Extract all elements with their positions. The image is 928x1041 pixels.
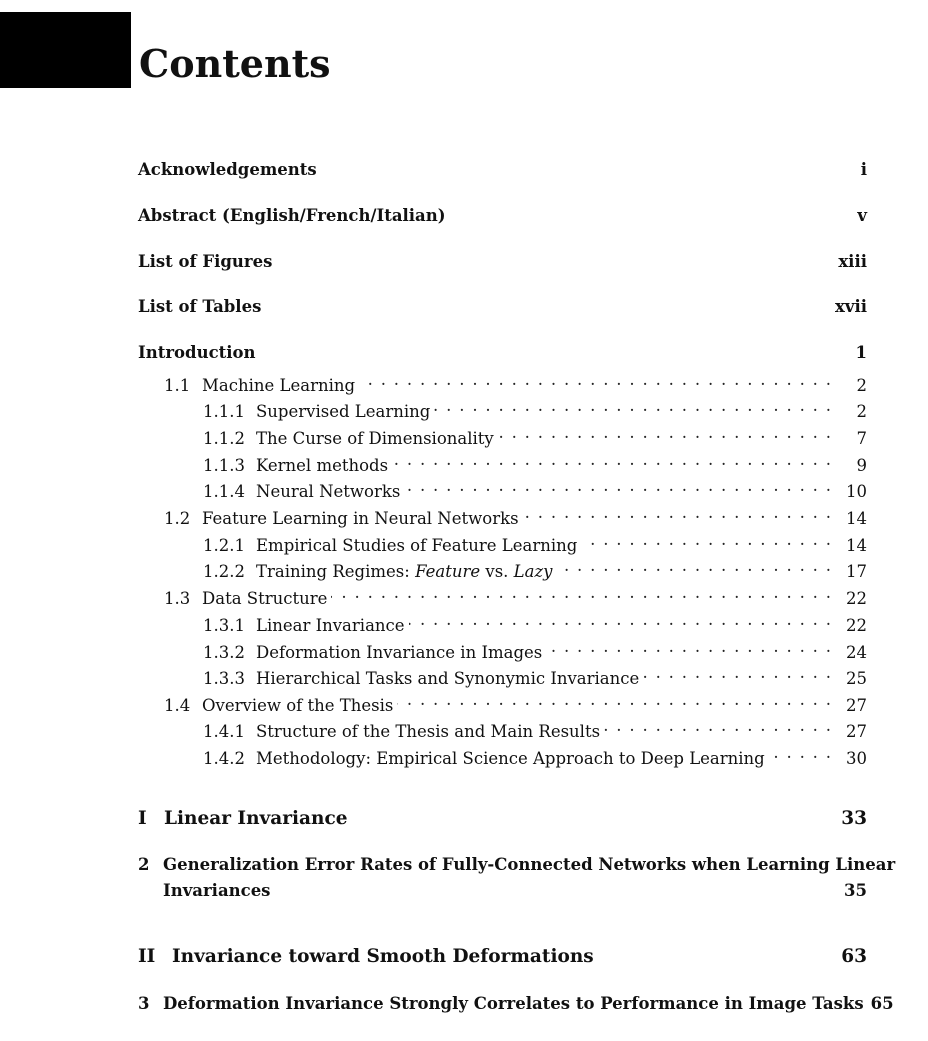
toc-section-title: Structure of the Thesis and Main Results	[256, 722, 601, 741]
toc-section-title: Neural Networks	[256, 482, 401, 501]
toc-section-title: Data Structure	[202, 589, 328, 608]
toc-entry-page: xvii	[835, 297, 867, 316]
toc-section-title: The Curse of Dimensionality	[256, 429, 494, 448]
toc-section-number: 1.1.2	[203, 429, 245, 448]
toc-section-number: 1.3.1	[203, 616, 245, 635]
toc-section-number: 1.2.1	[203, 536, 245, 555]
dot-leader	[404, 475, 831, 497]
toc-section-page: 2	[856, 376, 867, 395]
dot-leader	[769, 742, 831, 764]
toc-section-1-3[interactable]	[138, 582, 867, 610]
dot-leader	[581, 529, 831, 551]
toc-entry-title: List of Figures	[138, 252, 273, 271]
toc-section-number: 1.2	[164, 509, 191, 528]
toc-section-1-1[interactable]	[138, 369, 867, 397]
toc-chapter-3[interactable]	[138, 993, 894, 1015]
toc-section-page: 9	[856, 456, 867, 475]
toc-section-page: 10	[846, 482, 867, 501]
toc-section-page: 14	[846, 509, 867, 528]
toc-chapter-2[interactable]	[138, 854, 896, 876]
toc-part-title: Linear Invariance	[164, 808, 348, 829]
toc-section-number: 1.1	[164, 376, 191, 395]
toc-part-1[interactable]	[138, 808, 867, 830]
dot-leader	[434, 395, 831, 417]
title-text: Training Regimes:	[256, 562, 416, 581]
toc-section-title	[256, 561, 552, 583]
toc-section-1-2[interactable]	[138, 502, 867, 530]
toc-section-page: 2	[856, 402, 867, 421]
toc-chapter-title-continued: Invariances	[163, 881, 271, 900]
toc-section-title: Empirical Studies of Feature Learning	[256, 536, 578, 555]
toc-section-number: 1.1.4	[203, 482, 245, 501]
toc-part-page: 33	[841, 808, 867, 829]
toc-section-number: 1.4.1	[203, 722, 245, 741]
dot-leader	[392, 449, 831, 471]
toc-section-page: 22	[846, 589, 867, 608]
toc-chapter-title: Deformation Invariance Strongly Correlates to Performance in Image Tasks	[163, 994, 864, 1013]
toc-subsection-1-2-2[interactable]	[138, 555, 867, 583]
chapter-tab-block	[0, 12, 131, 88]
toc-chapter-number: 2	[138, 855, 150, 874]
toc-part-number: II	[138, 946, 156, 967]
title-emphasis: Lazy	[513, 562, 553, 581]
toc-subsection-1-4-2[interactable]	[138, 742, 867, 770]
toc-entry-title: Acknowledgements	[138, 160, 317, 179]
dot-leader	[409, 609, 831, 631]
toc-section-number: 1.3.2	[203, 643, 245, 662]
toc-section-page: 27	[846, 722, 867, 741]
dot-leader	[523, 502, 831, 524]
toc-section-title: Deformation Invariance in Images	[256, 643, 543, 662]
toc-section-title: Hierarchical Tasks and Synonymic Invariance	[256, 669, 640, 688]
toc-subsection-1-4-1[interactable]	[138, 715, 867, 743]
toc-section-number: 1.1.3	[203, 456, 245, 475]
toc-entry-introduction[interactable]	[138, 342, 867, 364]
toc-section-title: Machine Learning	[202, 376, 356, 395]
toc-section-number: 1.1.1	[203, 402, 245, 421]
toc-section-number: 1.2.2	[203, 562, 245, 581]
dot-leader	[498, 422, 831, 444]
title-emphasis: Feature	[415, 562, 481, 581]
toc-section-page: 30	[846, 749, 867, 768]
toc-subsection-1-1-3[interactable]	[138, 449, 867, 477]
dot-leader	[604, 715, 831, 737]
toc-entry-list-of-tables[interactable]	[138, 296, 867, 318]
toc-entry-list-of-figures[interactable]	[138, 251, 867, 273]
toc-subsection-1-1-1[interactable]	[138, 395, 867, 423]
dot-leader	[546, 636, 831, 658]
toc-entry-abstract[interactable]	[138, 205, 867, 227]
toc-section-1-4[interactable]	[138, 689, 867, 717]
toc-section-title: Feature Learning in Neural Networks	[202, 509, 519, 528]
toc-entry-page: 1	[855, 343, 867, 362]
toc-subsection-1-3-3[interactable]	[138, 662, 867, 690]
toc-section-title: Kernel methods	[256, 456, 389, 475]
toc-section-number: 1.4	[164, 696, 191, 715]
toc-entry-title: List of Tables	[138, 297, 262, 316]
toc-part-title: Invariance toward Smooth Deformations	[172, 946, 594, 967]
toc-part-number: I	[138, 808, 147, 829]
toc-section-title: Methodology: Empirical Science Approach to Deep Learning	[256, 749, 765, 768]
toc-section-page: 14	[846, 536, 867, 555]
dot-leader	[397, 689, 831, 711]
toc-entry-title: Abstract (English/French/Italian)	[138, 206, 446, 225]
toc-section-number: 1.4.2	[203, 749, 245, 768]
toc-part-2[interactable]	[138, 946, 867, 968]
dot-leader	[643, 662, 831, 684]
toc-section-page: 17	[846, 562, 867, 581]
toc-entry-title: Introduction	[138, 343, 256, 362]
toc-chapter-2-continuation[interactable]	[163, 880, 867, 902]
toc-entry-page: xiii	[838, 252, 867, 271]
toc-chapter-title: Generalization Error Rates of Fully-Connected Networks when Learning Linear	[163, 855, 896, 874]
dot-leader	[359, 369, 831, 391]
toc-subsection-1-3-1[interactable]	[138, 609, 867, 637]
toc-section-page: 27	[846, 696, 867, 715]
dot-leader	[556, 555, 831, 577]
page-title: Contents	[139, 41, 331, 86]
title-text: vs.	[480, 562, 514, 581]
dot-leader	[331, 582, 831, 604]
toc-subsection-1-2-1[interactable]	[138, 529, 867, 557]
toc-section-page: 24	[846, 643, 867, 662]
toc-entry-page: v	[857, 206, 867, 225]
toc-section-page: 7	[856, 429, 867, 448]
toc-part-page: 63	[841, 946, 867, 967]
toc-entry-page: i	[860, 160, 867, 179]
toc-section-title: Supervised Learning	[256, 402, 431, 421]
toc-section-title: Overview of the Thesis	[202, 696, 394, 715]
toc-chapter-number: 3	[138, 994, 150, 1013]
toc-subsection-1-3-2[interactable]	[138, 636, 867, 664]
toc-section-number: 1.3.3	[203, 669, 245, 688]
toc-section-page: 25	[846, 669, 867, 688]
toc-subsection-1-1-2[interactable]	[138, 422, 867, 450]
toc-section-page: 22	[846, 616, 867, 635]
toc-section-title: Linear Invariance	[256, 616, 405, 635]
toc-section-number: 1.3	[164, 589, 191, 608]
toc-subsection-1-1-4[interactable]	[138, 475, 867, 503]
toc-chapter-page: 65	[870, 994, 894, 1013]
toc-entry-acknowledgements[interactable]	[138, 159, 867, 181]
toc-chapter-page: 35	[844, 881, 867, 900]
